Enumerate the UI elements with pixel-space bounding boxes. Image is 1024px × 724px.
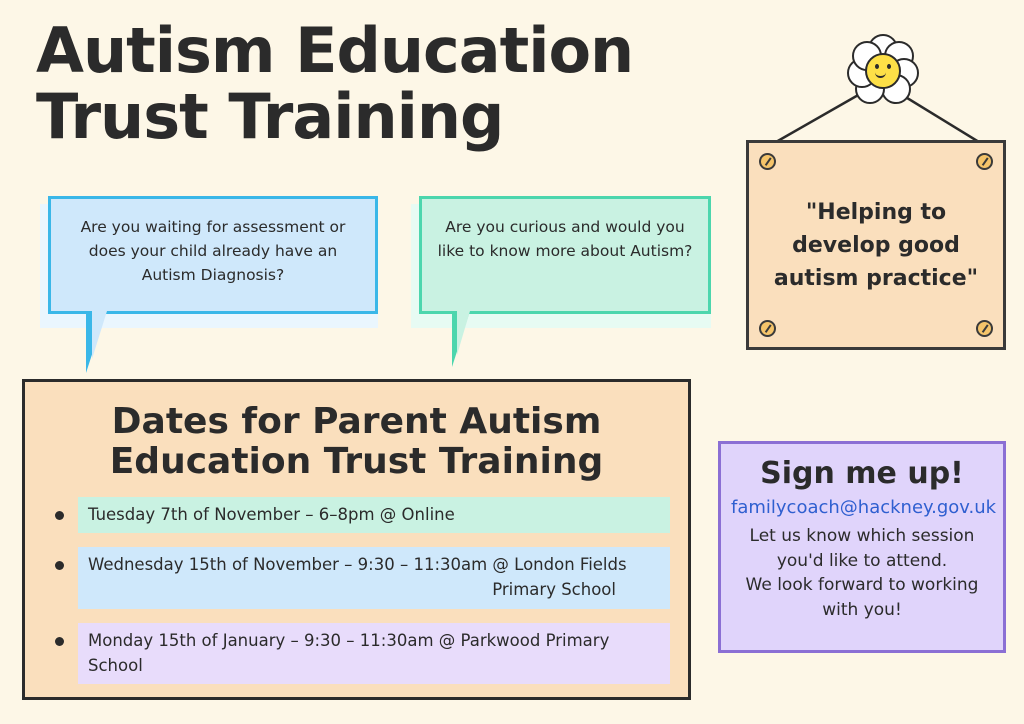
bullet-icon	[55, 561, 64, 570]
bubble-curious-text: Are you curious and would you like to know more about Autism?	[437, 218, 693, 261]
signup-line-2: you'd like to attend.	[776, 550, 948, 571]
dates-title-line-1: Dates for Parent Autism	[111, 401, 602, 442]
date-entry-3-text: Monday 15th of January – 9:30 – 11:30am @ Parkwood Primary School	[88, 630, 610, 675]
date-entry-2-text: Wednesday 15th of November – 9:30 – 11:30am @ London Fields	[88, 555, 627, 575]
signup-box	[718, 441, 1006, 653]
sign-quote-text: "Helping to develop good autism practice"	[773, 199, 979, 291]
page-title-line-2: Trust Training	[36, 79, 504, 153]
date-entry-1	[78, 497, 670, 534]
signup-line-1: Let us know which session	[749, 526, 975, 546]
list-item	[43, 497, 670, 534]
date-entry-2-text-line-2: Primary School	[492, 580, 616, 600]
screw-icon	[759, 320, 776, 337]
hanging-sign	[740, 22, 1012, 352]
date-entry-1-text: Tuesday 7th of November – 6–8pm @ Online	[88, 504, 455, 524]
screw-icon	[976, 153, 993, 170]
bubble-curious-tail-inner	[457, 311, 470, 355]
dates-panel	[22, 379, 691, 700]
signup-email-link[interactable]: familycoach@hackney.gov.uk	[731, 497, 997, 518]
list-item	[43, 547, 670, 609]
date-entry-2	[78, 547, 670, 609]
list-item	[43, 623, 670, 685]
dates-title-line-2: Education Trust Training	[109, 441, 604, 483]
signup-line-3: We look forward to working	[745, 575, 979, 596]
signup-line-4: with you!	[822, 599, 902, 620]
screw-icon	[976, 320, 993, 337]
signup-instructions	[731, 524, 993, 623]
sign-board	[746, 140, 1006, 350]
bullet-icon	[55, 637, 64, 646]
bubble-assessment-tail-inner	[92, 311, 107, 359]
bubble-assessment-text: Are you waiting for assessment or does your child already have an Autism Diagnosis?	[80, 218, 346, 285]
signup-title: Sign me up!	[760, 456, 964, 491]
flower-icon	[844, 32, 918, 106]
date-entry-3	[78, 623, 670, 685]
bullet-icon	[55, 511, 64, 520]
dates-panel-title	[43, 402, 670, 483]
bubble-curious-question	[419, 196, 711, 314]
page-title-line-1: Autism Education	[36, 14, 634, 87]
screw-icon	[759, 153, 776, 170]
page-title	[36, 14, 716, 153]
bubble-assessment-question	[48, 196, 378, 314]
flower-smiley-face	[865, 53, 901, 89]
